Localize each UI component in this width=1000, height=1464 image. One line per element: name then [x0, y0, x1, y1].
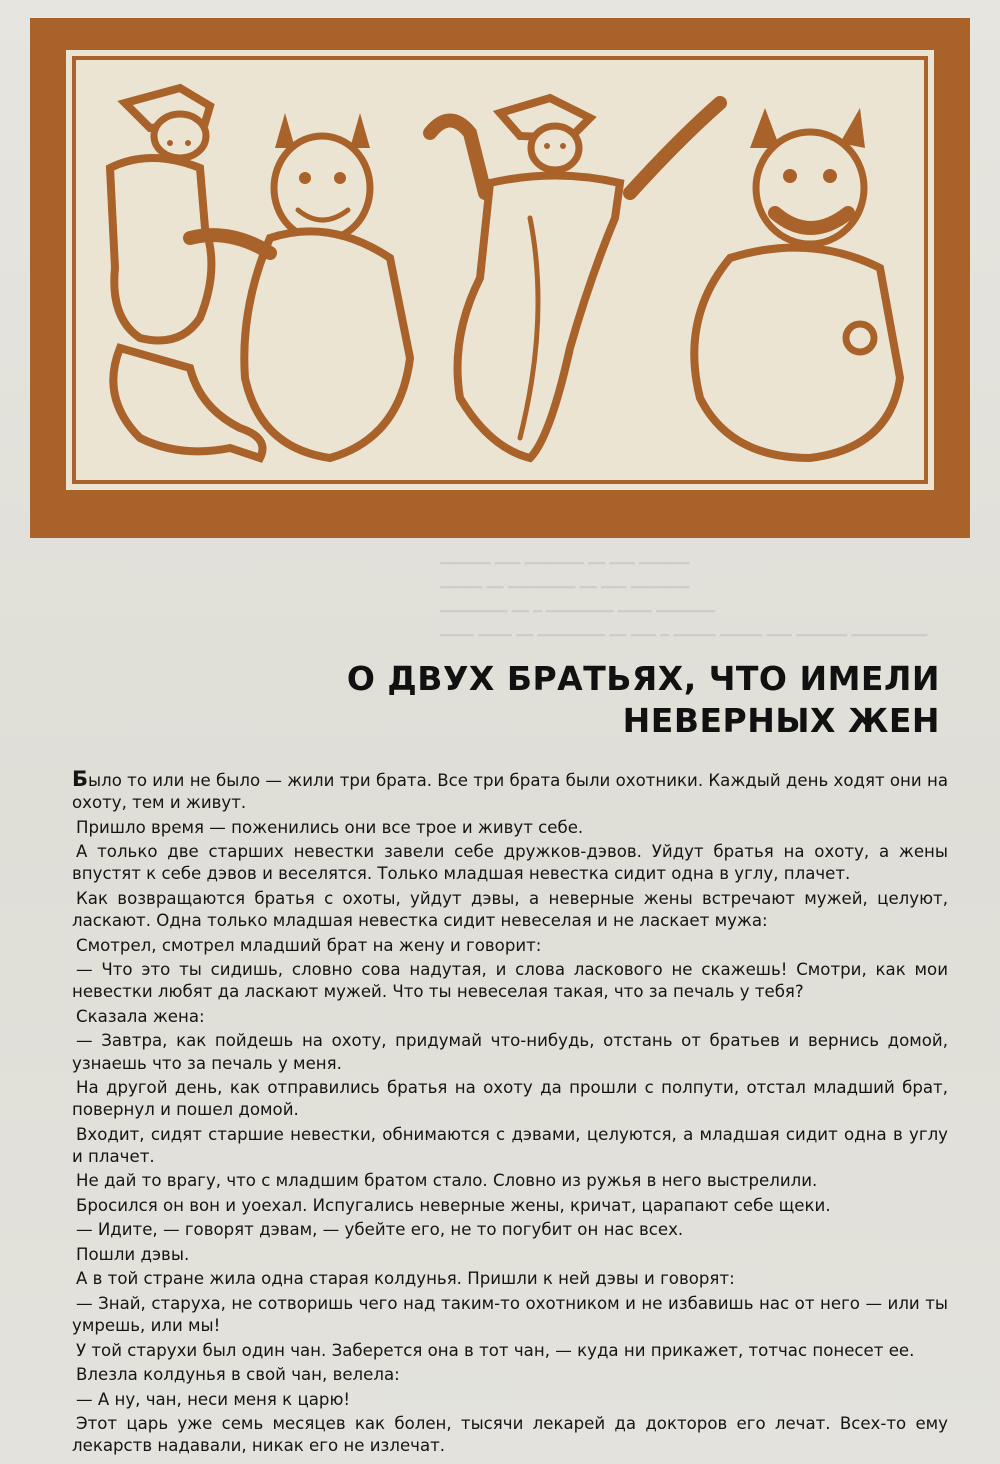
show-through-text: ━━━━━━━━ ━━ ━ ━━━━━━━━ ━━━━ ━━━━━━━ — [440, 604, 716, 620]
story-paragraph: Пошли дэвы. — [76, 1244, 190, 1264]
story-paragraph: — Что это ты сидишь, словно сова надутая, и слова ласкового не скажешь! Смотри, как мои невестки любят да ласкают мужей. Что ты невеселая такая, что за печаль у тебя? — [72, 960, 948, 1002]
story-paragraph: Не дай то врагу, что с младшим братом стало. Словно из ружья в него выстрелили. — [76, 1171, 818, 1191]
title-line-2: НЕВЕРНЫХ ЖЕН — [622, 701, 940, 740]
story-paragraph: Смотрел, смотрел младший брат на жену и говорит: — [76, 935, 542, 955]
story-body — [72, 768, 948, 1460]
story-paragraph: Сказала жена: — [76, 1006, 205, 1026]
show-through-text: ━━━━ ━━━━ ━━ ━━━━━━━━ ━━ ━━━ ━ ━━━━━ ━━━━━ ━━━ ━━━━━━ ━━━━━━━━━ — [440, 628, 928, 644]
story-paragraph: — А ну, чан, неси меня к царю! — [76, 1389, 351, 1409]
show-through-text: ━━━━━━ ━━━ ━━━━━━━ ━━ ━━━ ━━━━━━ — [440, 556, 690, 572]
drop-cap: Б — [72, 767, 89, 791]
story-paragraph: У той старухи был один чан. Заберется она в тот чан, — куда ни прикажет, тотчас понесет ее. — [76, 1340, 915, 1360]
first-paragraph-text: ыло то или не было — жили три брата. Все три брата были охотники. Каждый день ходят они на охоту, тем и живут. — [72, 771, 948, 813]
first-paragraph — [72, 768, 948, 814]
story-title — [347, 658, 940, 742]
story-paragraph: — Завтра, как пойдешь на охоту, придумай что-нибудь, отстань от братьев и вернись домой, узнаешь что за печаль у меня. — [72, 1031, 948, 1073]
story-paragraph: — Знай, старуха, не сотворишь чего над таким-то охотником и не избавишь нас от него — или ты умрешь, или мы! — [72, 1293, 948, 1336]
title-line-1: О ДВУХ БРАТЬЯХ, ЧТО ИМЕЛИ — [346, 659, 940, 698]
story-paragraph: А только две старших невестки завели себе дружков-дэвов. Уйдут братья на охоту, а жены впустят к себе дэвов и веселятся. Только младшая невестка сидит одна в углу, плачет. — [72, 842, 948, 884]
story-paragraph: А в той стране жила одна старая колдунья. Пришли к ней дэвы и говорят: — [76, 1269, 735, 1289]
story-paragraph: На другой день, как отправились братья на охоту да прошли с полпути, отстал младший брат, повернул и пошел домой. — [72, 1078, 948, 1120]
story-paragraph: Пришло время — поженились они все трое и живут себе. — [76, 817, 584, 837]
story-paragraph: Входит, сидят старшие невестки, обнимаются с дэвами, целуются, а младшая сидит одна в углу и плачет. — [72, 1124, 948, 1166]
show-through-text: ━━━━━ ━━ ━━━━━━━━ ━━ ━━━ ━━━━━━━ — [440, 580, 690, 596]
woodcut-illustration — [30, 18, 970, 538]
story-paragraph: — Идите, — говорят дэвам, — убейте его, не то погубит он нас всех. — [76, 1220, 684, 1240]
story-paragraph: Этот царь уже семь месяцев как болен, тысячи лекарей да докторов его лечат. Всех-то ему лекарств надавали, никак его не излечат. — [72, 1414, 948, 1456]
story-paragraph: Влезла колдунья в свой чан, велела: — [76, 1365, 400, 1385]
story-paragraph: Бросился он вон и уoехал. Испугались неверные жены, кричат, царапают себе щеки. — [76, 1195, 831, 1215]
story-paragraph: Как возвращаются братья с охоты, уйдут дэвы, а неверные жены встречают мужей, целуют, ласкают. Одна только младшая невестка сидит невеселая и не ласкает мужа: — [72, 888, 948, 931]
